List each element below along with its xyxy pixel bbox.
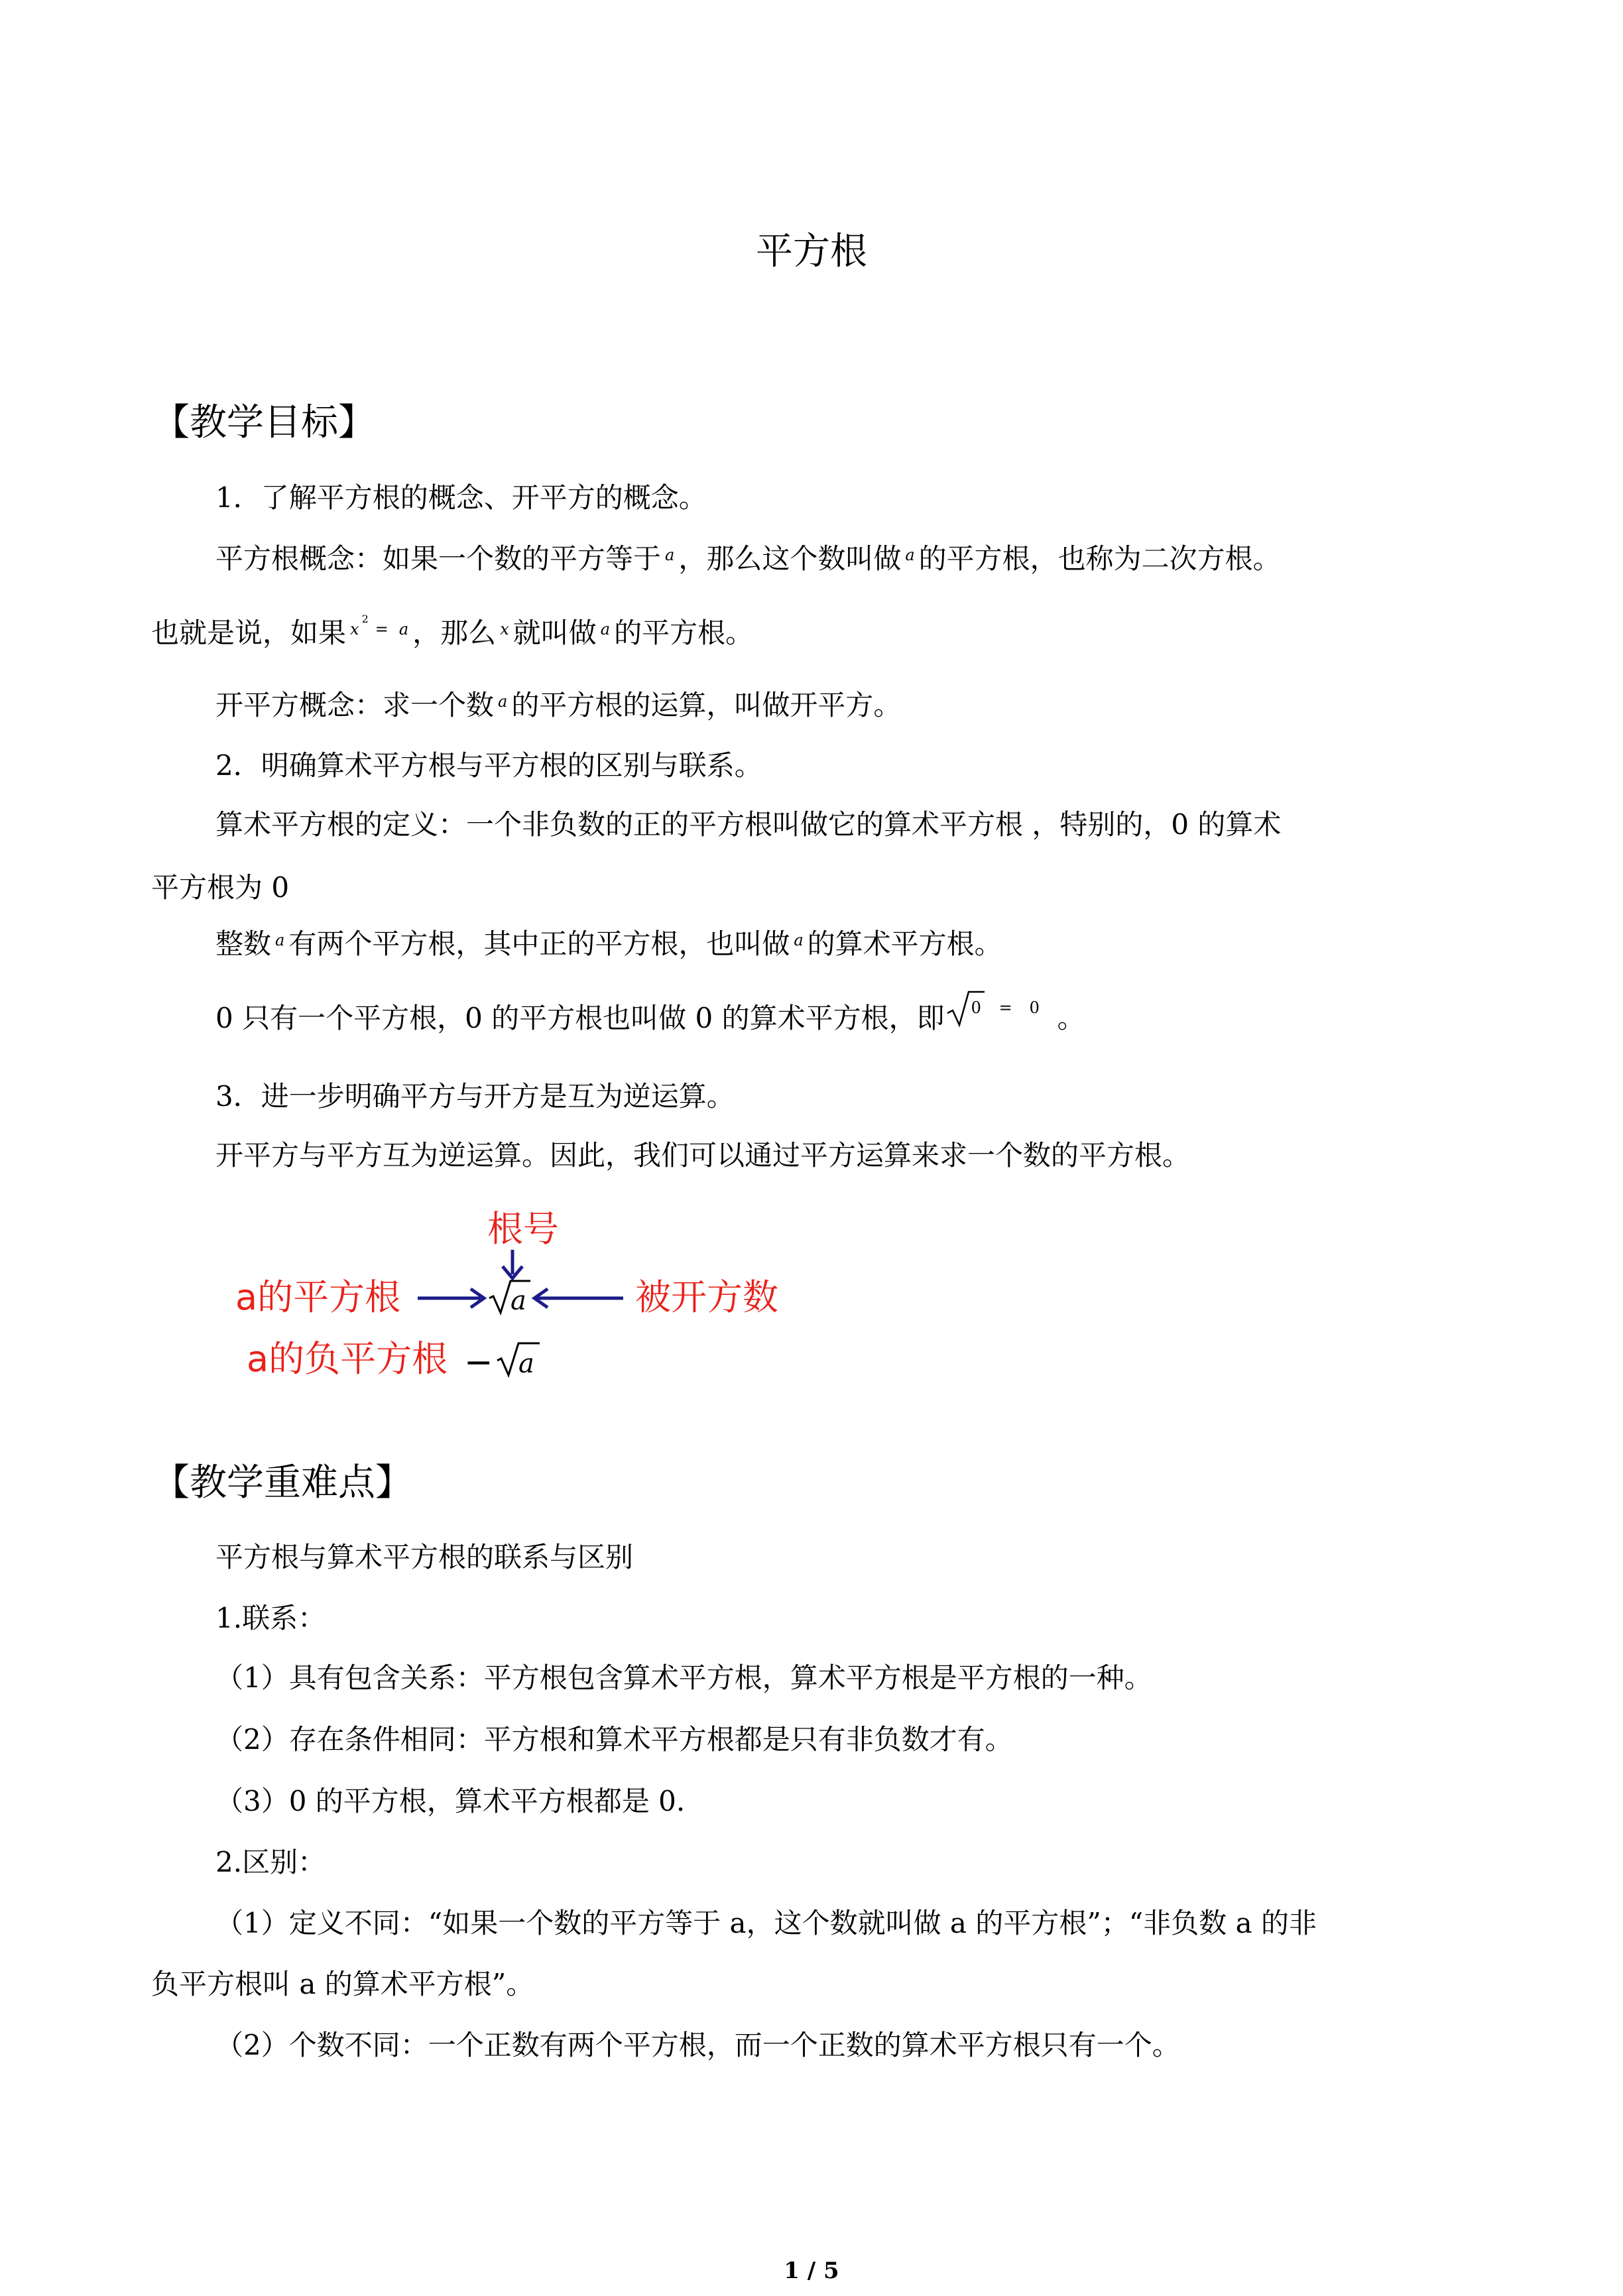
difference-item-1-line1: （1）定义不同：“如果一个数的平方等于 a，这个数就叫做 a 的平方根”；“非负数 a 的非 [215, 1907, 1317, 1939]
connection-item-1: （1）具有包含关系：平方根包含算术平方根，算术平方根是平方根的一种。 [215, 1662, 1152, 1694]
math-var-a: a [600, 620, 611, 638]
zero-square-root-line [215, 1000, 1085, 1032]
arrow-right-icon [418, 1289, 484, 1307]
minus-sign: − [464, 1343, 493, 1382]
math-equals: = [998, 998, 1012, 1017]
label-negative-square-root: a的负平方根 [247, 1338, 448, 1380]
text-segment: 0 只有一个平方根，0 的平方根也叫做 0 的算术平方根，即 [215, 1002, 945, 1034]
inverse-operation-line: 开平方与平方互为逆运算。因此，我们可以通过平方运算来求一个数的平方根。 [215, 1139, 1191, 1172]
text-segment: ，那么 [412, 617, 497, 649]
math-sqrt-zero-eq [945, 1000, 1057, 1028]
text-segment: 平方根概念：如果一个数的平方等于 [215, 542, 662, 575]
connection-item-3: （3）0 的平方根，算术平方根都是 0. [215, 1785, 686, 1817]
page-number: 1 / 5 [784, 2258, 839, 2284]
arrow-left-icon [534, 1289, 623, 1307]
page-title: 平方根 [756, 230, 867, 273]
integer-square-root-line [215, 930, 1002, 958]
math-exponent-2: 2 [361, 613, 369, 625]
square-root-concept-line2 [151, 614, 753, 647]
section-heading-teaching-goals: 【教学目标】 [152, 401, 375, 444]
radical-a-icon [497, 1343, 540, 1379]
goal-1: 1．了解平方根的概念、开平方的概念。 [215, 481, 707, 514]
connection-heading: 1.联系： [215, 1602, 326, 1634]
text-segment: ，那么这个数叫做 [678, 542, 902, 575]
square-root-notation-diagram [219, 1200, 815, 1399]
text-segment: 也就是说，如果 [151, 617, 347, 649]
math-radicand-0: 0 [971, 998, 981, 1017]
text-segment: 开平方概念：求一个数 [215, 689, 495, 721]
text-segment: 的平方根。 [614, 617, 754, 649]
math-var-x: x [350, 620, 359, 638]
goal-2: 2．明确算术平方根与平方根的区别与联系。 [215, 749, 762, 782]
radicand-a: a [511, 1286, 526, 1316]
radicand-a: a [518, 1349, 534, 1379]
math-var-a: a [794, 931, 804, 949]
math-var-a: a [275, 931, 285, 949]
difference-item-1-line2: 负平方根叫 a 的算术平方根”。 [151, 1968, 534, 2000]
math-var-x: x [500, 620, 509, 638]
radical-a-icon [489, 1281, 530, 1316]
text-segment: 的平方根的运算，叫做开平方。 [511, 689, 902, 721]
text-segment: 的平方根，也称为二次方根。 [918, 542, 1281, 575]
difference-heading: 2.区别： [215, 1846, 326, 1878]
math-var-a: a [498, 692, 508, 711]
label-radical-sign: 根号 [487, 1208, 559, 1250]
arithmetic-root-definition-line2: 平方根为 0 [151, 871, 290, 904]
goal-3: 3．进一步明确平方与开方是互为逆运算。 [215, 1080, 735, 1113]
section-heading-key-points: 【教学重难点】 [152, 1461, 412, 1504]
math-result-0: 0 [1029, 998, 1040, 1017]
math-equals: = [375, 620, 389, 638]
square-root-concept-line1 [215, 542, 1281, 575]
math-var-a: a [665, 546, 675, 564]
text-segment: 的算术平方根。 [807, 928, 1002, 960]
text-segment: 有两个平方根，其中正的平方根，也叫做 [288, 928, 790, 960]
text-segment: 整数 [215, 928, 272, 960]
label-square-root-of-a: a的平方根 [235, 1276, 401, 1318]
text-segment: 就叫做 [512, 617, 597, 649]
difference-item-2: （2）个数不同：一个正数有两个平方根，而一个正数的算术平方根只有一个。 [215, 2029, 1180, 2061]
arrow-down-icon [503, 1250, 522, 1278]
math-var-a: a [905, 546, 915, 564]
text-segment: 。 [1057, 1002, 1085, 1034]
math-var-a: a [398, 620, 409, 638]
label-radicand: 被开方数 [635, 1276, 778, 1318]
arithmetic-root-definition-line1: 算术平方根的定义：一个非负数的正的平方根叫做它的算术平方根 ，特别的，0 的算术 [215, 808, 1282, 841]
connection-item-2: （2）存在条件相同：平方根和算术平方根都是只有非负数才有。 [215, 1723, 1013, 1756]
open-square-concept [215, 689, 902, 721]
difference-intro: 平方根与算术平方根的联系与区别 [215, 1541, 634, 1573]
